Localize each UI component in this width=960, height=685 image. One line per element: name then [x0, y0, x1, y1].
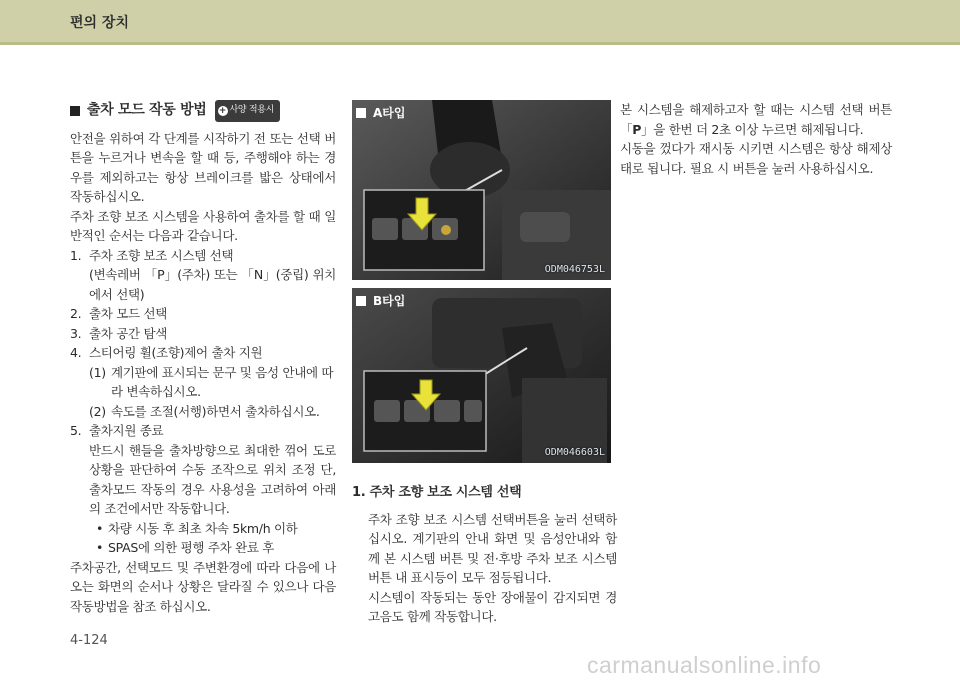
console-photo-b: [352, 288, 611, 463]
release-text-before: 본 시스템을 해제하고자 할 때는 시스템 선택 버튼「: [620, 102, 892, 137]
console-photo-a: [352, 100, 611, 280]
step-text: 스티어링 휠(조향)제어 출차 지원: [89, 345, 263, 360]
step-text: 출차지원 종료: [89, 423, 164, 438]
option-badge-text: 사양 적용시: [229, 105, 275, 115]
release-paragraph: [620, 100, 892, 139]
condition-text: 차량 시동 후 최초 차속 5km/h 이하: [108, 520, 298, 536]
left-column: [70, 100, 336, 616]
condition-text: SPAS에 의한 평행 주차 완료 후: [108, 540, 275, 555]
figure-code: ODM046603L: [544, 447, 605, 458]
section-title-text: 출차 모드 작동 방법: [87, 102, 207, 118]
step-item: [70, 304, 336, 324]
step-number: 5.: [70, 423, 82, 438]
figure-label-text: A타입: [373, 106, 406, 120]
option-badge: [215, 100, 281, 122]
square-bullet-icon: [356, 108, 366, 118]
subitem-number: (1): [89, 364, 106, 380]
restart-paragraph: 시동을 껐다가 재시동 시키면 시스템은 항상 해제상태로 됩니다. 필요 시 버튼을 눌러 사용하십시오.: [620, 141, 892, 176]
middle-column-text: [352, 483, 617, 627]
figure-code: ODM046753L: [544, 264, 605, 275]
step-detail: 반드시 핸들을 출차방향으로 최대한 꺾어 도로 상황을 판단하여 수동 조작으로 위치 조정 단, 출차모드 작동의 경우 사용성을 고려하여 아래의 조건에서만 작동합니다.: [89, 442, 336, 516]
watermark: carmanualsonline.info: [587, 652, 822, 678]
section-title: [70, 100, 336, 122]
figure-label: [356, 104, 405, 121]
step-text: 출차 공간 탐색: [89, 325, 167, 341]
bullet-dot-icon: •: [96, 520, 104, 536]
page-number: 4-124: [70, 633, 108, 648]
header-band: [0, 0, 960, 42]
intro-paragraph: 안전을 위하여 각 단계를 시작하기 전 또는 선택 버튼을 누르거나 변속을 할 때 등, 주행해야 하는 경우를 제외하고는 항상 브레이크를 밟은 상태에서 작동하십시오.: [70, 130, 336, 204]
figure-label-text: B타입: [373, 294, 406, 308]
square-bullet-icon: [70, 106, 80, 116]
bullet-dot-icon: •: [96, 540, 104, 555]
step-item: [70, 421, 336, 441]
figure-type-b: [352, 288, 611, 463]
subitem-text: 계기판에 표시되는 문구 및 음성 안내에 따라 변속하십시오.: [111, 364, 334, 399]
outro-paragraph: 주차공간, 선택모드 및 주변환경에 따라 다음에 나오는 화면의 순서나 상황은 달라질 수 있으나 다음 작동방법을 참조 하십시오.: [70, 559, 336, 614]
step-item: [70, 246, 336, 266]
step-number: 3.: [70, 325, 82, 341]
step-item: [70, 343, 336, 363]
header-rule: [0, 42, 960, 45]
step-text: 출차 모드 선택: [89, 306, 167, 321]
step-detail: (변속레버 「P」(주차) 또는 「N」(중립) 위치에서 선택): [89, 267, 336, 302]
subsection-paragraph: 주차 조향 보조 시스템 선택버튼을 눌러 선택하십시오. 계기판의 안내 화면 및 음성안내와 함께 본 시스템 버튼 및 전·후방 주차 보조 시스템 버튼 내 표시등이 모두 점등됩니다.: [368, 511, 617, 585]
subsection-title: 1. 주차 조향 보조 시스템 선택: [352, 485, 522, 500]
condition-bullet: [70, 538, 336, 558]
step-text: 주차 조향 보조 시스템 선택: [89, 247, 234, 263]
subitem-number: (2): [89, 403, 106, 419]
step-subitem: [70, 402, 336, 422]
square-bullet-icon: [356, 296, 366, 306]
step-subitem: [70, 363, 336, 402]
parking-button-icon: P: [632, 121, 642, 137]
subsection-paragraph: 시스템이 작동되는 동안 장애물이 감지되면 경고음도 함께 작동합니다.: [368, 589, 617, 624]
step-number: 2.: [70, 306, 82, 321]
condition-bullet: [70, 519, 336, 539]
step-number: 1.: [70, 247, 82, 263]
figure-type-a: [352, 100, 611, 280]
release-text-after: 」을 한번 더 2초 이상 누르면 해제됩니다.: [641, 121, 864, 137]
right-column: [620, 100, 892, 178]
intro-paragraph: 주차 조향 보조 시스템을 사용하여 출차를 할 때 일반적인 순서는 다음과 같습니다.: [70, 208, 336, 243]
subitem-text: 속도를 조절(서행)하면서 출차하십시오.: [111, 403, 320, 419]
plus-icon: +: [218, 105, 227, 116]
figure-label: [356, 292, 405, 309]
chapter-title: 편의 장치: [70, 15, 129, 31]
step-number: 4.: [70, 345, 82, 360]
step-item: [70, 324, 336, 344]
